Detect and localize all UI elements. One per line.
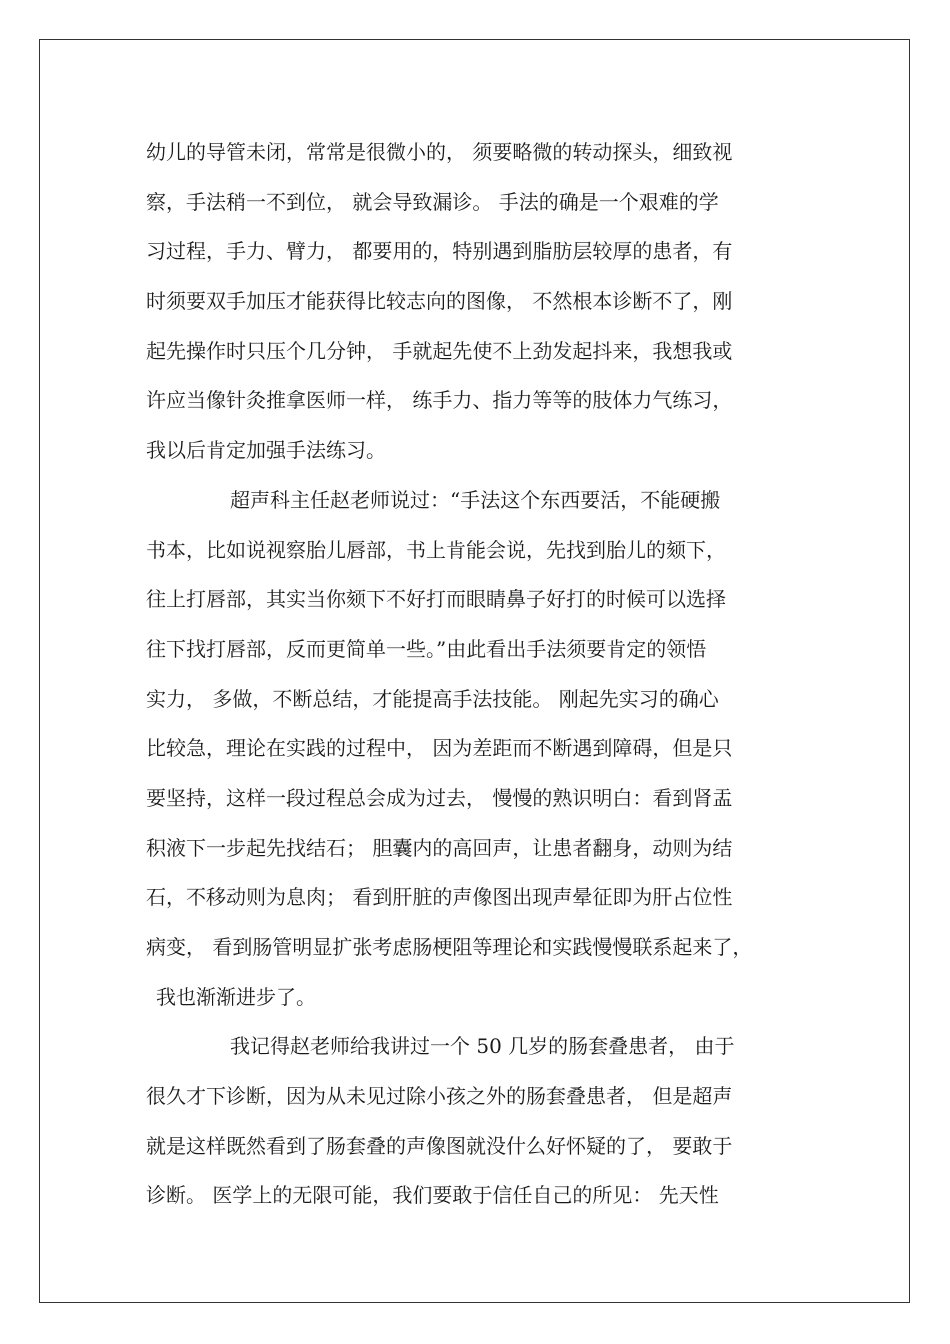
text-line: 我记得赵老师给我讲过一个 50 几岁的肠套叠患者， 由于 <box>230 1034 735 1059</box>
text-line: 书本，比如说视察胎儿唇部，书上肯能会说，先找到胎儿的颏下， <box>146 537 726 562</box>
text-line: 许应当像针灸推拿医师一样， 练手力、指力等等的肢体力气练习， <box>146 388 733 413</box>
text-line: 就是这样既然看到了肠套叠的声像图就没什么好怀疑的了， 要敢于 <box>146 1133 733 1158</box>
text-line: 实力， 多做，不断总结，才能提高手法技能。 刚起先实习的确心 <box>146 686 719 711</box>
text-line: 比较急，理论在实践的过程中， 因为差距而不断遇到障碍，但是只 <box>146 736 733 761</box>
text-line: 石，不移动则为息肉； 看到肝脏的声像图出现声晕征即为肝占位性 <box>146 885 733 910</box>
text-line: 起先操作时只压个几分钟， 手就起先使不上劲发起抖来，我想我或 <box>146 338 733 363</box>
text-line: 积液下一步起先找结石； 胆囊内的高回声，让患者翻身，动则为结 <box>146 835 733 860</box>
text-line: 病变， 看到肠管明显扩张考虑肠梗阻等理论和实践慢慢联系起来了， <box>146 935 753 959</box>
text-line: 时须要双手加压才能获得比较志向的图像， 不然根本诊断不了，刚 <box>146 289 733 314</box>
text-line: 要坚持，这样一段过程总会成为过去， 慢慢的熟识明白：看到肾盂 <box>146 785 733 810</box>
text-line: 诊断。 医学上的无限可能，我们要敢于信任自己的所见： 先天性 <box>146 1183 719 1208</box>
text-line: 超声科主任赵老师说过：“手法这个东西要活，不能硬搬 <box>230 487 721 512</box>
text-line: 很久才下诊断，因为从未见过除小孩之外的肠套叠患者， 但是超声 <box>146 1084 733 1109</box>
text-line: 往下找打唇部，反而更简单一些。”由此看出手法须要肯定的领悟 <box>146 636 707 661</box>
document-body <box>146 128 826 1221</box>
text-line: 习过程，手力、臂力， 都要用的，特别遇到脂肪层较厚的患者，有 <box>146 239 733 264</box>
text-line: 幼儿的导管未闭，常常是很微小的， 须要略微的转动探头，细致视 <box>146 140 733 164</box>
text-line: 往上打唇部，其实当你颏下不好打而眼睛鼻子好打的时候可以选择 <box>146 587 726 612</box>
text-line: 我以后肯定加强手法练习。 <box>146 438 386 463</box>
text-line: 察，手法稍一不到位， 就会导致漏诊。 手法的确是一个艰难的学 <box>146 189 719 214</box>
text-line: 我也渐渐进步了。 <box>156 984 316 1009</box>
